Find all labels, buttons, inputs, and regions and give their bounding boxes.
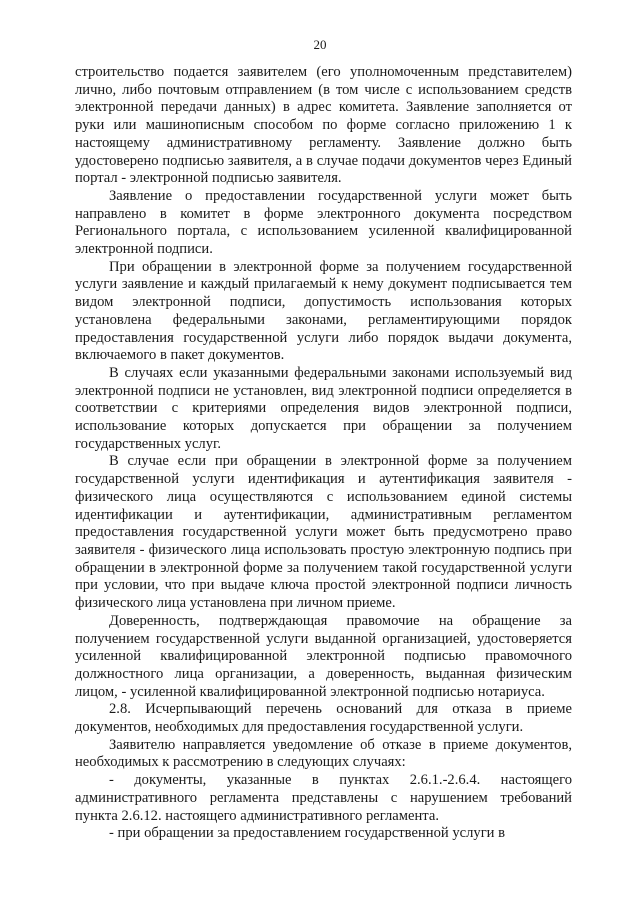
list-item-documents: - документы, указанные в пунктах 2.6.1.-2.6.4. настоящего административного регламента представлены с нарушением требований пункта 2.6.12. настоящего административного регламента. bbox=[75, 772, 572, 824]
paragraph-continuation: строительство подается заявителем (его уполномоченным представителем) лично, либо почтовым отправлением (в том числе с использованием средств электронной передачи данных) в адрес комитета. Заявление заполняется от руки или машинописным способом по форме согласно приложению 1 к настоящему административному регламенту. Заявление должно быть удостоверено подписью заявителя, а в случае подачи документов через Единый портал - электронной подписью заявителя. bbox=[75, 64, 572, 187]
paragraph-electronic-document: Заявление о предоставлении государственной услуги может быть направлено в комитет в форме электронного документа посредством Регионального портала, с использованием усиленной квалифицированной электронной подписи. bbox=[75, 187, 572, 258]
document-body bbox=[75, 64, 572, 843]
paragraph-simple-signature: В случае если при обращении в электронной форме за получением государственной услуги идентификация и аутентификация заявителя - физического лица осуществляются с использованием единой системы идентификации и аутентификации, административным регламентом предоставления государственной услуги может быть предусмотрено право заявителя - физического лица использовать простую электронную подпись при обращении в электронной форме за получением такой государственной услуги при условии, что при выдаче ключа простой электронной подписи личность физического лица установлена при личном приеме. bbox=[75, 453, 572, 612]
section-heading-2-8: 2.8. Исчерпывающий перечень оснований для отказа в приеме документов, необходимых для предоставления государственной услуги. bbox=[75, 701, 572, 736]
list-item-request: - при обращении за предоставлением государственной услуги в bbox=[109, 825, 506, 842]
paragraph-refusal-notice: Заявителю направляется уведомление об отказе в приеме документов, необходимых к рассмотрению в следующих случаях: bbox=[75, 736, 572, 771]
page-number: 20 bbox=[313, 37, 327, 52]
paragraph-signature-type: В случаях если указанными федеральными законами используемый вид электронной подписи не установлен, вид электронной подписи определяется в соответствии с критериями определения видов электронной подписи, использование которых допускается при обращении за получением государственных услуг. bbox=[75, 364, 572, 452]
paragraph-power-of-attorney: Доверенность, подтверждающая правомочие на обращение за получением государственной услуги выданной организацией, удостоверяется усиленной квалифицированной электронной подписью правомочного должностного лица организации, а доверенность, выданная физическим лицом, - усиленной квалифицированной электронной подписью нотариуса. bbox=[75, 612, 572, 700]
paragraph-electronic-signature: При обращении в электронной форме за получением государственной услуги заявление и каждый прилагаемый к нему документ подписывается тем видом электронной подписи, допустимость использования которых установлена федеральными законами, регламентирующими порядок предоставления государственной услуги либо порядок выдачи документа, включаемого в пакет документов. bbox=[75, 258, 572, 364]
